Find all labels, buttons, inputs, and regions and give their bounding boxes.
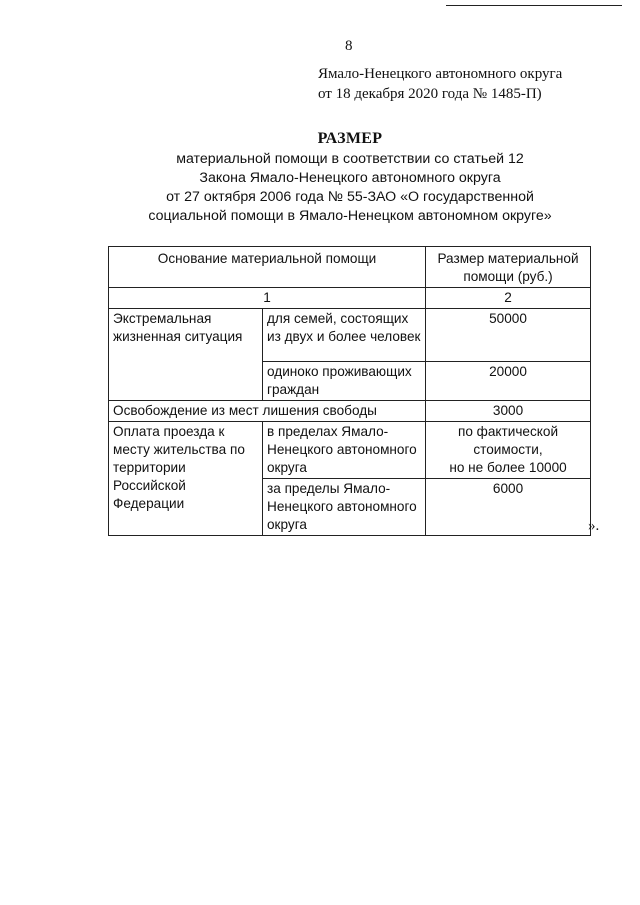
subtitle-line-4: социальной помощи в Ямало-Ненецком автономном округе» xyxy=(148,208,552,224)
closing-quote-mark: ». xyxy=(588,518,600,534)
header-basis-cell xyxy=(109,247,426,288)
extreme-situation-label: Экстремальная жизненная ситуация xyxy=(109,309,263,401)
table-header-row xyxy=(109,247,591,288)
assistance-table xyxy=(108,246,591,536)
release-label: Освобождение из мест лишения свободы xyxy=(109,401,426,422)
travel-within-value-line-1: по фактической xyxy=(457,424,559,439)
subtitle-line-1: материальной помощи в соответствии со статьей 12 xyxy=(176,151,524,167)
column-number-1: 1 xyxy=(109,288,426,309)
header-basis: Основание материальной помощи xyxy=(157,251,377,266)
single-citizens-value: 20000 xyxy=(426,362,591,401)
header-amount-cell xyxy=(426,247,591,288)
single-citizens-label: одиноко проживающих граждан xyxy=(263,362,426,401)
travel-outside-label: за пределы Ямало-Ненецкого автономного округа xyxy=(263,479,426,536)
header-rule xyxy=(446,5,622,6)
families-label: для семей, состоящих из двух и более человек xyxy=(263,309,426,362)
table-row xyxy=(109,401,591,422)
column-number-2: 2 xyxy=(426,288,591,309)
table-row xyxy=(109,422,591,479)
travel-within-value-line-3: но не более 10000 xyxy=(449,460,567,475)
travel-outside-value: 6000 xyxy=(426,479,591,536)
reference-line-2: от 18 декабря 2020 года № 1485-П) xyxy=(318,86,542,102)
travel-within-label: в пределах Ямало-Ненецкого автономного округа xyxy=(263,422,426,479)
travel-label: Оплата проезда к месту жительства по территории Российской Федерации xyxy=(109,422,263,536)
resolution-reference xyxy=(318,64,562,104)
document-subtitle xyxy=(0,150,640,226)
release-value: 3000 xyxy=(426,401,591,422)
table-row xyxy=(109,309,591,362)
travel-within-value-line-2: стоимости, xyxy=(473,442,543,457)
reference-line-1: Ямало-Ненецкого автономного округа xyxy=(318,66,563,82)
subtitle-line-3: от 27 октября 2006 года № 55-ЗАО «О государственной xyxy=(166,189,534,205)
subtitle-line-2: Закона Ямало-Ненецкого автономного округа xyxy=(199,170,501,186)
document-title: РАЗМЕР xyxy=(317,130,383,147)
header-amount: Размер материальной помощи (руб.) xyxy=(437,251,579,284)
page-number: 8 xyxy=(345,38,353,54)
travel-within-value xyxy=(426,422,591,479)
table-column-numbers-row xyxy=(109,288,591,309)
families-value: 50000 xyxy=(426,309,591,362)
